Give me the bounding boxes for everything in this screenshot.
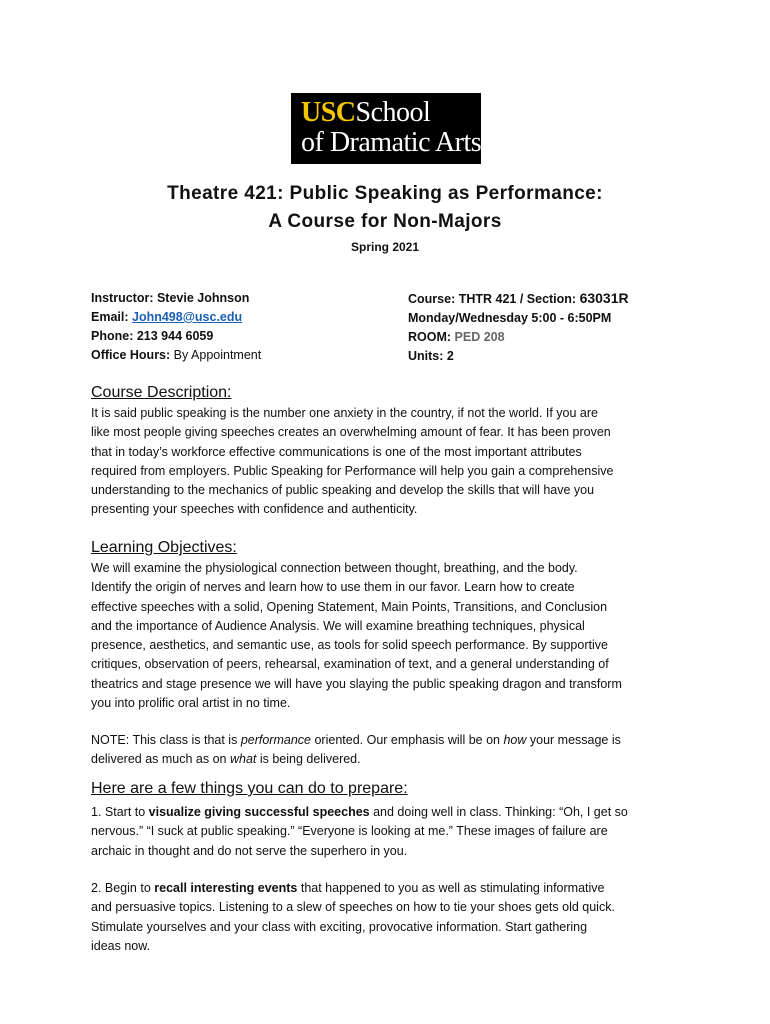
logo-line2: of Dramatic Arts [301,127,482,158]
text-line: Identify the origin of nerves and learn how to use them in our favor. Learn how to create [91,580,575,595]
office-hours-label: Office Hours: [91,348,174,362]
learning-objectives-text [91,559,691,713]
item-text: that happened to you as well as stimulating informative [297,881,605,895]
text-line: and persuasive topics. Listening to a slew of speeches on how to tie your shoes gets old quick. [91,900,615,915]
instructor-email-row [91,308,261,327]
text-line [91,803,691,822]
text-line: critiques, observation of peers, rehearsal, examination of text, and a general understanding of [91,657,609,672]
note-text: delivered as much as on [91,752,230,767]
text-line: understanding to the mechanics of public speaking and develop the skills that will have you [91,483,595,498]
text-line: and the importance of Audience Analysis. We will examine breathing techniques, physical [91,618,585,633]
note-line2 [91,750,691,769]
prepare-item-1 [91,803,691,861]
text-line: effective speeches with a solid, Opening Statement, Main Points, Transitions, and Conclusion [91,599,608,614]
text-line: We will examine the physiological connection between thought, breathing, and the body. [91,561,578,575]
item-bold-text: recall interesting events [154,881,298,895]
item-text: 1. Start to [91,805,149,819]
room-label: ROOM: [408,330,455,344]
note-text: is being delivered. [256,752,361,767]
text-line: It is said public speaking is the number one anxiety in the country, if not the world. If you are [91,406,598,420]
text-line: archaic in thought and do not serve the superhero in you. [91,843,408,858]
office-hours-row [91,346,261,365]
course-title-line1: Theatre 421: Public Speaking as Performance: [167,183,603,204]
course-description-text [91,404,691,520]
text-line: presence, aesthetics, and semantic use, as tools for solid speech performance. By supportive [91,638,608,653]
item-bold-text: visualize giving successful speeches [148,805,370,819]
note-text: your message is [526,733,621,747]
note-emphasis: performance [240,733,311,747]
course-label: Course: THTR 421 / Section: [408,292,580,306]
item-text: and doing well in class. Thinking: “Oh, I get so [369,805,628,819]
instructor-info [91,289,261,365]
room-row [408,328,629,347]
office-hours-value: By Appointment [173,348,262,362]
course-section-row [408,289,629,309]
note-paragraph [91,731,691,770]
text-line: nervous.” “I suck at public speaking.” “Everyone is looking at me.” These images of failure are [91,824,608,839]
prepare-heading: Here are a few things you can do to prepare: [91,780,408,797]
room-value: PED 208 [454,330,505,344]
note-text: oriented. Our emphasis will be on [311,733,504,747]
logo-usc: USC [301,97,356,128]
text-line [91,879,691,898]
text-line: you into prolific oral artist in no time. [91,696,291,711]
course-title-line2: A Course for Non-Majors [268,211,502,232]
prepare-item-2 [91,879,691,956]
text-line: presenting your speeches with confidence and authenticity. [91,502,418,517]
course-units: Units: 2 [408,349,454,363]
course-description-heading: Course Description: [91,384,232,401]
text-line: like most people giving speeches creates an overwhelming amount of fear. It has been proven [91,425,611,440]
note-emphasis: how [503,733,527,747]
note-text: NOTE: This class is that is [91,733,241,747]
instructor-name: Instructor: Stevie Johnson [91,291,250,305]
text-line: ideas now. [91,938,151,953]
logo-school: School [355,97,431,128]
text-line: required from employers. Public Speaking for Performance will help you gain a comprehensive [91,463,614,478]
course-term: Spring 2021 [350,240,420,254]
text-line: that in today’s workforce effective communications is one of the most important attributes [91,444,582,459]
text-line: theatrics and stage presence we will have you slaying the public speaking dragon and transform [91,676,622,691]
learning-objectives-heading: Learning Objectives: [91,539,237,556]
email-label: Email: [91,310,132,324]
note-line1 [91,731,691,750]
note-emphasis: what [229,752,257,767]
section-number: 63031R [579,290,629,306]
course-schedule: Monday/Wednesday 5:00 - 6:50PM [408,311,612,325]
course-info [408,289,629,366]
item-text: 2. Begin to [91,881,155,895]
instructor-phone: Phone: 213 944 6059 [91,329,214,343]
instructor-email-link[interactable]: John498@usc.edu [132,310,243,324]
usc-dramatic-arts-logo [291,93,481,164]
text-line: Stimulate yourselves and your class with exciting, provocative information. Start gathering [91,919,588,934]
